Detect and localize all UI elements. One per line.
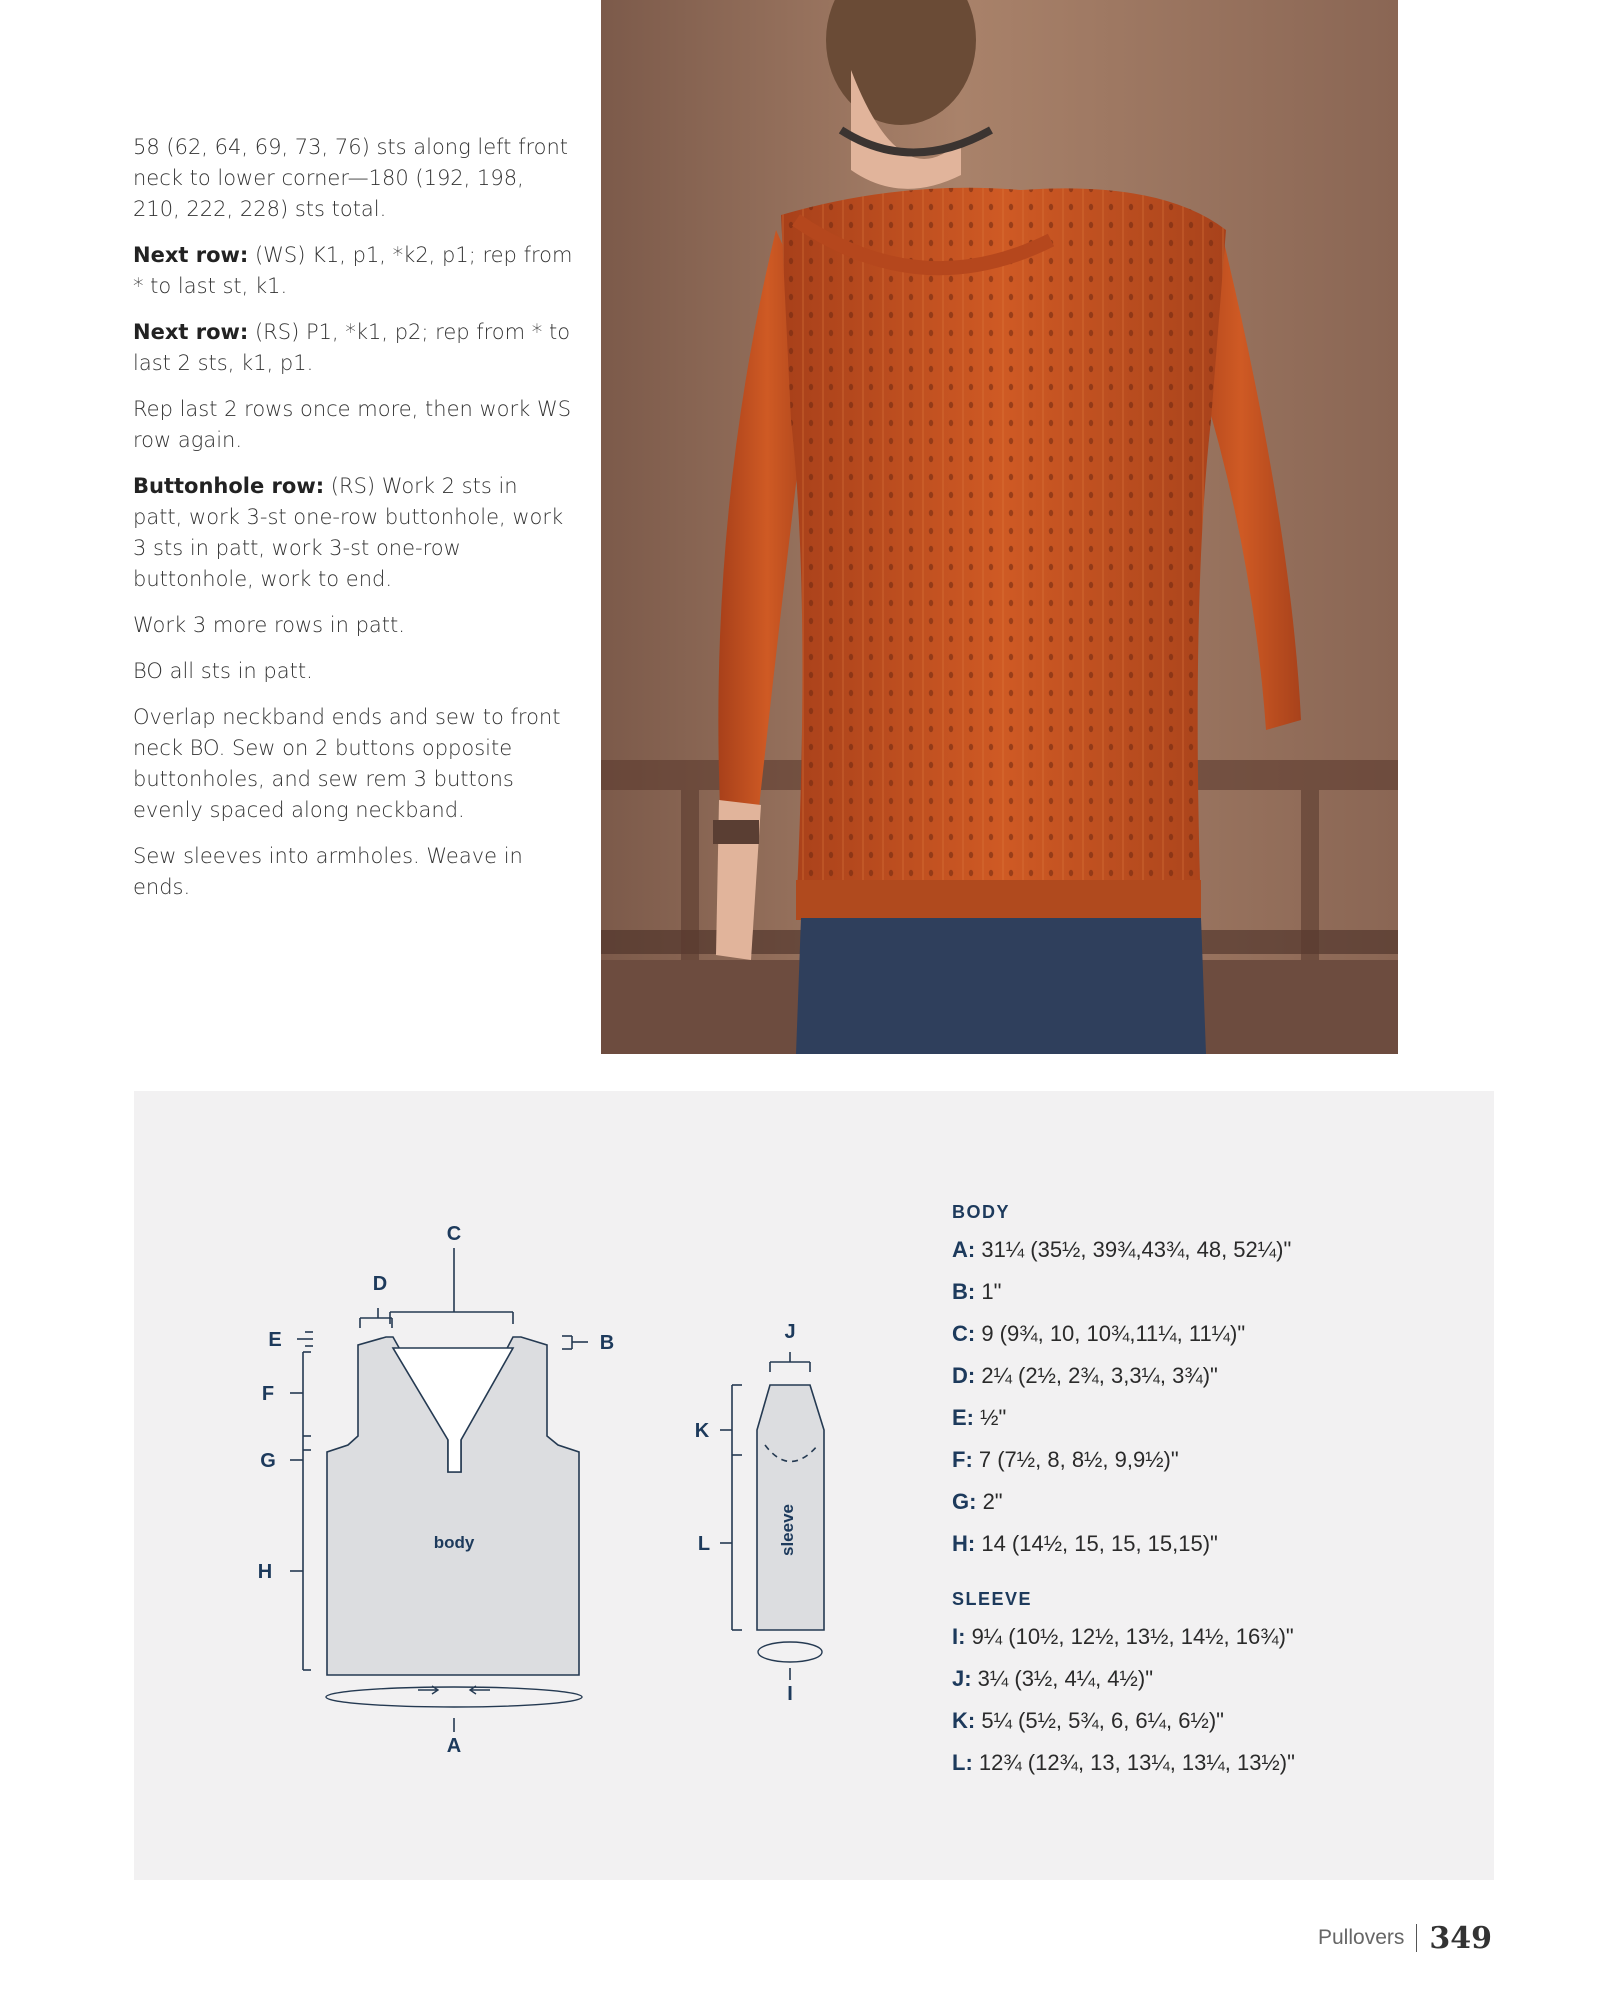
sleeve-label: sleeve — [778, 1504, 797, 1556]
instruction-paragraph: Buttonhole row: (RS) Work 2 sts in patt, work 3-st one-row buttonhole, work 3 sts in patt, work 3-st one-row buttonhole, work to end. — [133, 474, 564, 591]
measurement-row: B: 1" — [952, 1279, 1002, 1304]
dim-label-h: H — [257, 1561, 273, 1583]
section-name: Pullovers — [1318, 1926, 1405, 1949]
page-footer — [1318, 1918, 1492, 1958]
measurement-row: L: 12¾ (12¾, 13, 13¼, 13¼, 13½)" — [952, 1750, 1295, 1775]
instruction-paragraph: Sew sleeves into armholes. Weave in ends. — [133, 844, 523, 899]
measurements-list — [952, 1202, 1392, 1784]
instruction-paragraph: Rep last 2 rows once more, then work WS row again. — [133, 397, 572, 452]
dim-label-j: J — [784, 1321, 796, 1343]
dim-label-e: E — [268, 1329, 282, 1351]
sleeve-measurements — [952, 1616, 1392, 1784]
dim-label-g: G — [260, 1450, 276, 1472]
row-label: Next row: — [133, 320, 249, 344]
instruction-paragraph: Next row: (RS) P1, *k1, p2; rep from * to last 2 sts, k1, p1. — [133, 320, 571, 375]
dim-label-f: F — [261, 1383, 275, 1405]
measurement-row: K: 5¼ (5½, 5¾, 6, 6¼, 6½)" — [952, 1708, 1224, 1733]
instruction-paragraph: Next row: (WS) K1, p1, *k2, p1; rep from * to last st, k1. — [133, 243, 573, 298]
body-measurements — [952, 1229, 1392, 1565]
body-label: body — [433, 1533, 475, 1552]
dim-label-i: I — [787, 1683, 793, 1705]
instruction-paragraph: Overlap neckband ends and sew to front neck BO. Sew on 2 buttons opposite buttonholes, and sew rem 3 buttons evenly spaced along neckband. — [133, 705, 561, 822]
measurement-row: I: 9¼ (10½, 12½, 13½, 14½, 16¾)" — [952, 1624, 1294, 1649]
measurement-row: D: 2¼ (2½, 2¾, 3,3¼, 3¾)" — [952, 1363, 1218, 1388]
dim-label-c: C — [446, 1223, 462, 1245]
instruction-paragraph: BO all sts in patt. — [133, 659, 313, 683]
instruction-paragraph: Work 3 more rows in patt. — [133, 613, 405, 637]
dim-label-a: A — [446, 1735, 462, 1757]
measurement-row: F: 7 (7½, 8, 8½, 9,9½)" — [952, 1447, 1179, 1472]
measurement-row: A: 31¼ (35½, 39¾,43¾, 48, 52¼)" — [952, 1237, 1292, 1262]
row-label: Buttonhole row: — [133, 474, 325, 498]
dim-label-l: L — [697, 1533, 711, 1555]
body-heading: BODY — [952, 1202, 1011, 1222]
dim-label-d: D — [372, 1273, 388, 1295]
measurement-row: E: ½" — [952, 1405, 1007, 1430]
measurement-row: C: 9 (9¾, 10, 10¾,11¼, 11¼)" — [952, 1321, 1246, 1346]
footer-divider — [1416, 1924, 1417, 1952]
page-number: 349 — [1429, 1920, 1492, 1956]
measurement-row: H: 14 (14½, 15, 15, 15,15)" — [952, 1531, 1218, 1556]
dim-label-b: B — [599, 1332, 615, 1354]
sleeve-heading: SLEEVE — [952, 1589, 1033, 1609]
measurement-row: G: 2" — [952, 1489, 1003, 1514]
measurement-row: J: 3¼ (3½, 4¼, 4½)" — [952, 1666, 1154, 1691]
dim-label-k: K — [694, 1420, 710, 1442]
instruction-paragraph: 58 (62, 64, 69, 73, 76) sts along left front neck to lower corner—180 (192, 198, 210, 222, 228) sts total. — [133, 135, 569, 221]
row-label: Next row: — [133, 243, 249, 267]
